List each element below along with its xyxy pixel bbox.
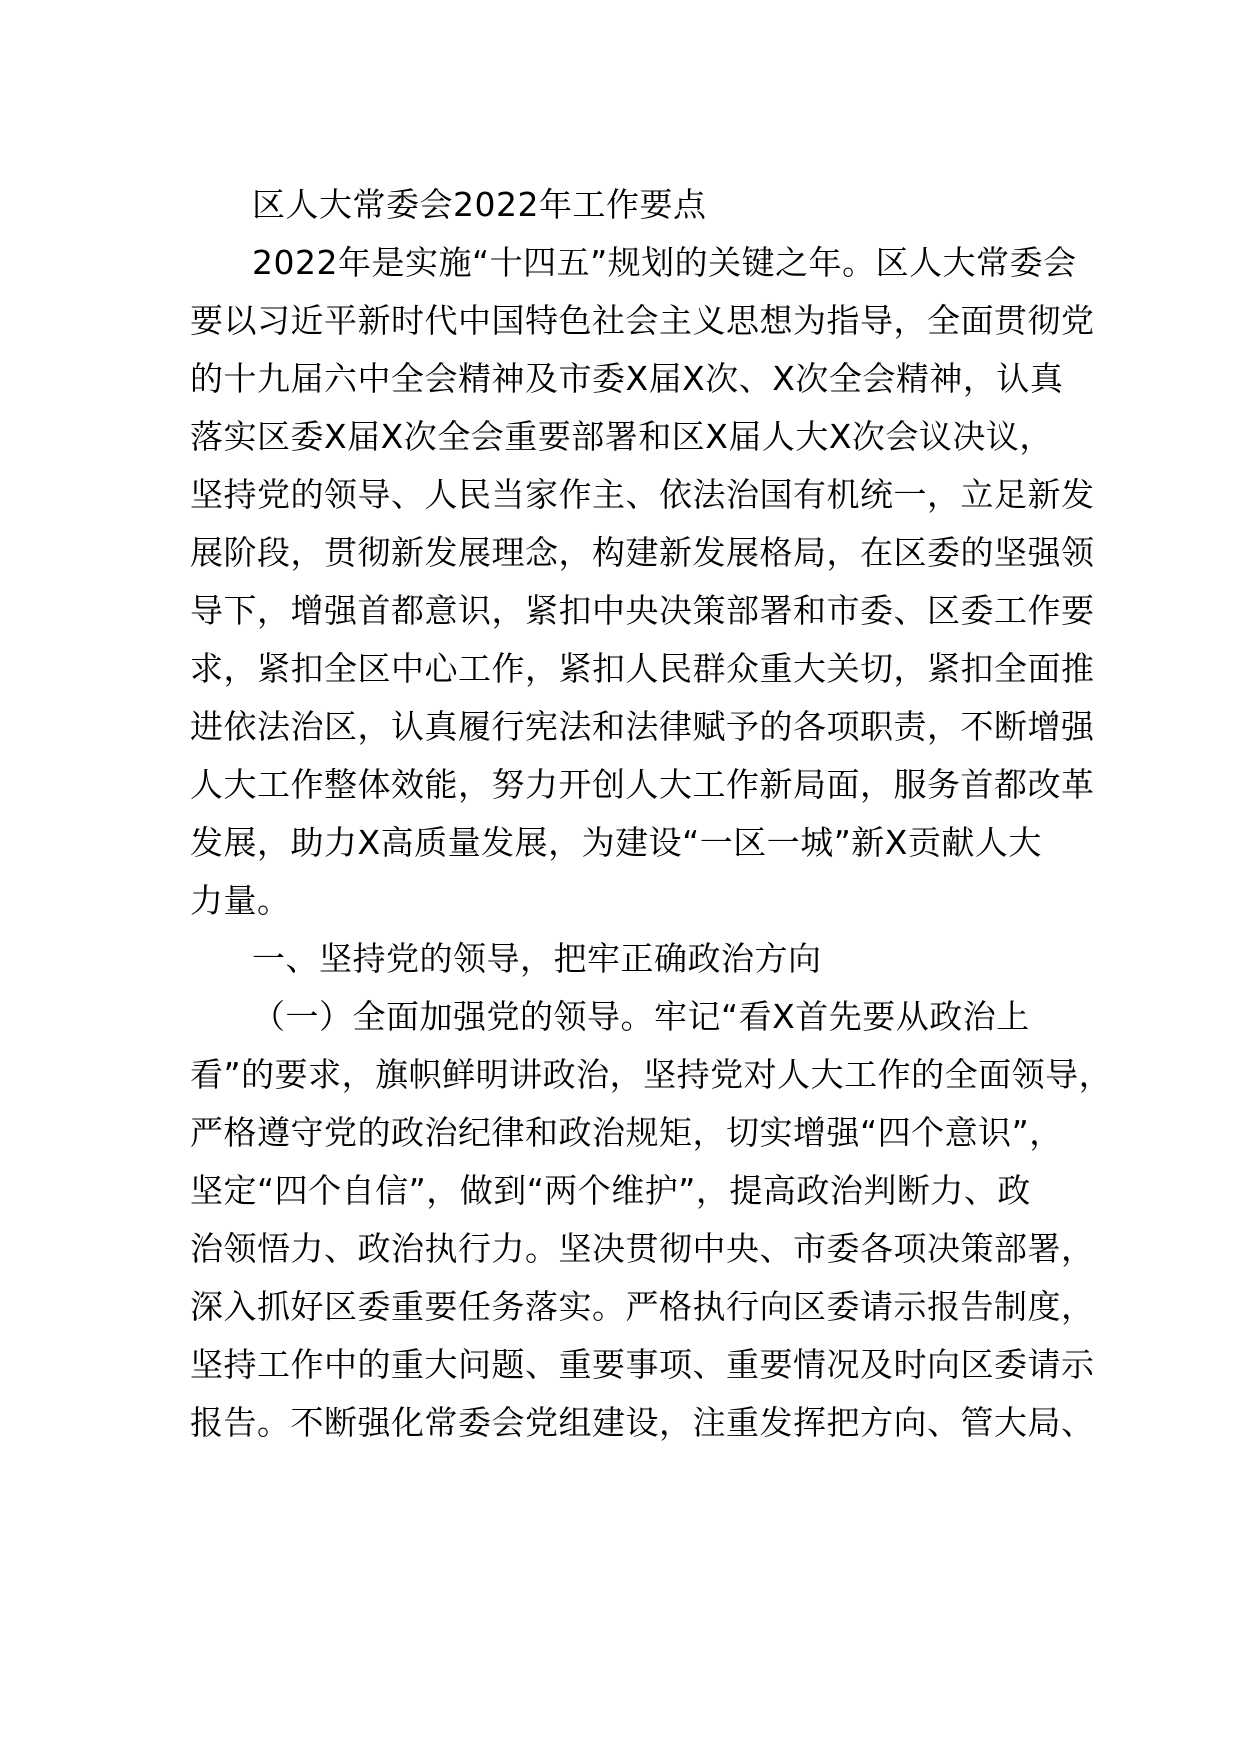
paragraph-line: 进依法治区，认真履行宪法和法律赋予的各项职责，不断增强 (190, 707, 1095, 746)
section-heading: 一、坚持党的领导，把牢正确政治方向 (252, 939, 822, 978)
paragraph-line: 坚定“四个自信”，做到“两个维护”，提高政治判断力、政 (190, 1171, 1031, 1210)
paragraph-line: 力量。 (190, 881, 291, 920)
subsection-line: （一）全面加强党的领导。牢记“看X首先要从政治上 (252, 997, 1030, 1036)
paragraph-line: 报告。不断强化常委会党组建设，注重发挥把方向、管大局、 (190, 1403, 1095, 1442)
paragraph-line: 严格遵守党的政治纪律和政治规矩，切实增强“四个意识”， (190, 1113, 1063, 1152)
paragraph-line: 坚持党的领导、人民当家作主、依法治国有机统一，立足新发 (190, 475, 1095, 514)
paragraph-line: 导下，增强首都意识，紧扣中央决策部署和市委、区委工作要 (190, 591, 1095, 630)
paragraph-line: 治领悟力、政治执行力。坚决贯彻中央、市委各项决策部署， (190, 1229, 1095, 1268)
paragraph-line: 坚持工作中的重大问题、重要事项、重要情况及时向区委请示 (190, 1345, 1095, 1384)
paragraph-line: 发展，助力X高质量发展，为建设“一区一城”新X贡献人大 (190, 823, 1042, 862)
paragraph-line: 的十九届六中全会精神及市委X届X次、X次全会精神，认真 (190, 359, 1064, 398)
document-title: 区人大常委会2022年工作要点 (252, 185, 707, 224)
paragraph-line: 展阶段，贯彻新发展理念，构建新发展格局，在区委的坚强领 (190, 533, 1095, 572)
paragraph-line: 人大工作整体效能，努力开创人大工作新局面，服务首都改革 (190, 765, 1095, 804)
paragraph-line: 看”的要求，旗帜鲜明讲政治，坚持党对人大工作的全面领导， (190, 1055, 1113, 1094)
paragraph-line: 深入抓好区委重要任务落实。严格执行向区委请示报告制度， (190, 1287, 1095, 1326)
paragraph-line: 2022年是实施“十四五”规划的关键之年。区人大常委会 (252, 243, 1077, 282)
paragraph-line: 求，紧扣全区中心工作，紧扣人民群众重大关切，紧扣全面推 (190, 649, 1095, 688)
paragraph-line: 落实区委X届X次全会重要部署和区X届人大X次会议决议， (190, 417, 1053, 456)
paragraph-line: 要以习近平新时代中国特色社会主义思想为指导，全面贯彻党 (190, 301, 1095, 340)
